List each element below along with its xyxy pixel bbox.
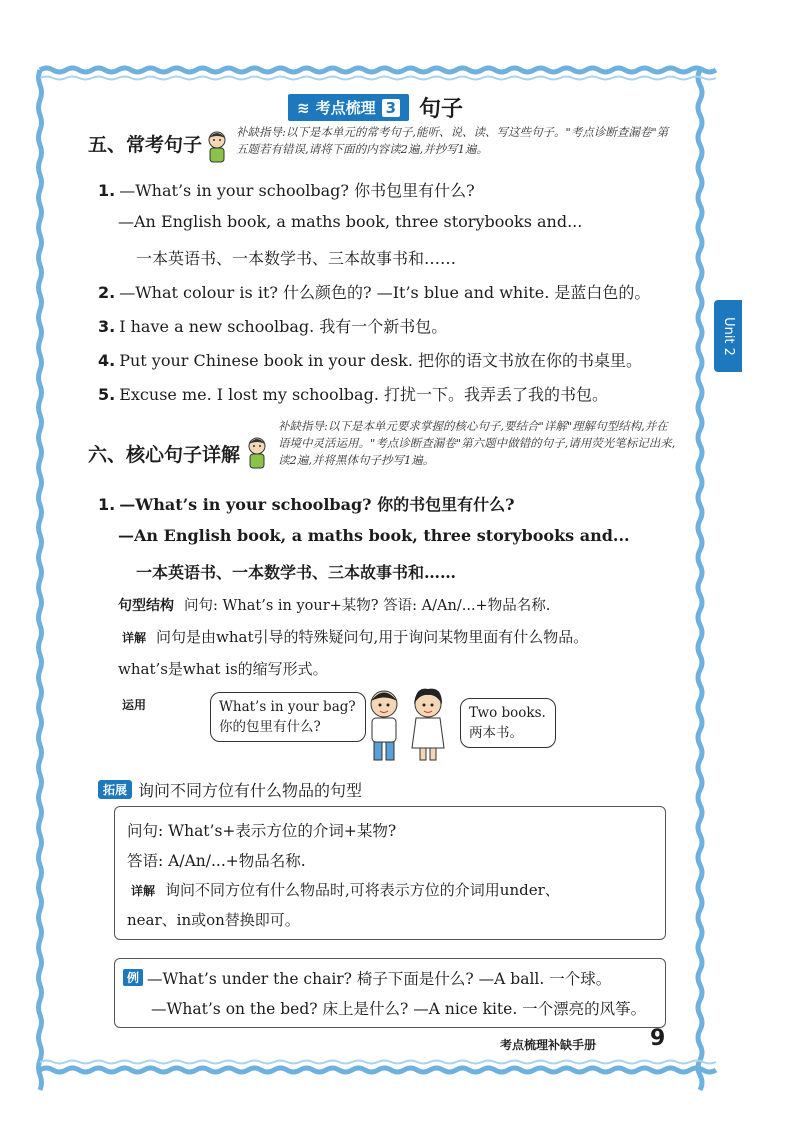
children-illustration bbox=[356, 686, 456, 762]
banner-number: 3 bbox=[382, 99, 400, 117]
wave-icon: ≋ bbox=[297, 98, 310, 117]
sentence-structure: 句型结构 问句: What’s in your+某物? 答语: A/An/...+物品名称. bbox=[118, 598, 551, 614]
speech-bubble-question: What’s in your bag? 你的包里有什么? bbox=[210, 692, 366, 742]
expand-badge: 拓展 bbox=[98, 780, 132, 799]
section5-note: 补缺指导:以下是本单元的常考句子,能听、说、读、写这些句子。"考点诊断查漏卷"第五题若有错误,请将下面的内容读2遍,并抄写1遍。 bbox=[236, 125, 669, 156]
example-line-2: —What’s on the bed? 床上是什么? —A nice kite. 一个漂亮的风筝。 bbox=[151, 1000, 647, 1018]
example-line-1: 例 —What’s under the chair? 椅子下面是什么? —A ball. 一个球。 bbox=[123, 967, 611, 989]
detail-line-1: 详解 问句是由what引导的特殊疑问句,用于询问某物里面有什么物品。 bbox=[122, 628, 589, 646]
s5-line-3: 一本英语书、一本数学书、三本故事书和…… bbox=[136, 249, 457, 268]
s6-translation: 一本英语书、一本数学书、三本故事书和…… bbox=[136, 563, 457, 582]
page-content bbox=[58, 78, 690, 1068]
expand-answer: 答语: A/An/...+物品名称. bbox=[127, 852, 306, 870]
s6-answer: —An English book, a maths book, three storybooks and... bbox=[118, 526, 630, 545]
speech-bubble-answer: Two books. 两本书。 bbox=[460, 698, 556, 748]
s6-question: 1. —What’s in your schoolbag? 你的书包里有什么? bbox=[98, 495, 515, 514]
page-number: 9 bbox=[650, 1026, 666, 1051]
example-badge: 例 bbox=[123, 969, 143, 986]
mascot-icon bbox=[244, 436, 270, 470]
detail-line-2: what’s是what is的缩写形式。 bbox=[118, 660, 328, 678]
expand-detail-1: 详解 询问不同方位有什么物品时,可将表示方位的介词用under、 bbox=[131, 881, 560, 899]
unit-tab: Unit 2 bbox=[714, 300, 742, 372]
s5-line-2: —An English book, a maths book, three storybooks and... bbox=[118, 212, 583, 231]
footer-title: 考点梳理补缺手册 bbox=[500, 1038, 597, 1052]
banner-title: 句子 bbox=[419, 97, 464, 122]
section5-heading: 五、常考句子 bbox=[88, 134, 203, 156]
expand-box bbox=[114, 806, 666, 940]
section6-heading: 六、核心句子详解 bbox=[88, 444, 241, 466]
example-box bbox=[114, 958, 666, 1028]
section6-note: 补缺指导:以下是本单元要求掌握的核心句子,要结合"详解"理解句型结构,并在语境中灵活运用。"考点诊断查漏卷"第六题中做错的句子,请用荧光笔标记出来,读2遍,并将黑体句子抄写1遍。 bbox=[278, 419, 676, 467]
section-banner bbox=[288, 92, 463, 123]
mascot-icon bbox=[204, 130, 230, 164]
s5-line-4: 2. —What colour is it? 什么颜色的? —It’s blue and white. 是蓝白色的。 bbox=[98, 283, 651, 302]
expand-detail-2: near、in或on替换即可。 bbox=[127, 911, 300, 929]
s5-line-6: 4. Put your Chinese book in your desk. 把你的语文书放在你的书桌里。 bbox=[98, 351, 643, 370]
expand-heading: 拓展 询问不同方位有什么物品的句型 bbox=[98, 778, 362, 801]
banner-label-box bbox=[288, 94, 409, 121]
apply-label: 运用 bbox=[122, 698, 147, 712]
s5-line-1: 1. —What’s in your schoolbag? 你书包里有什么? bbox=[98, 181, 475, 200]
s5-line-5: 3. I have a new schoolbag. 我有一个新书包。 bbox=[98, 317, 448, 336]
expand-question: 问句: What’s+表示方位的介词+某物? bbox=[127, 822, 397, 840]
banner-label: 考点梳理 bbox=[315, 99, 376, 117]
s5-line-7: 5. Excuse me. I lost my schoolbag. 打扰一下。我弄丢了我的书包。 bbox=[98, 385, 609, 404]
